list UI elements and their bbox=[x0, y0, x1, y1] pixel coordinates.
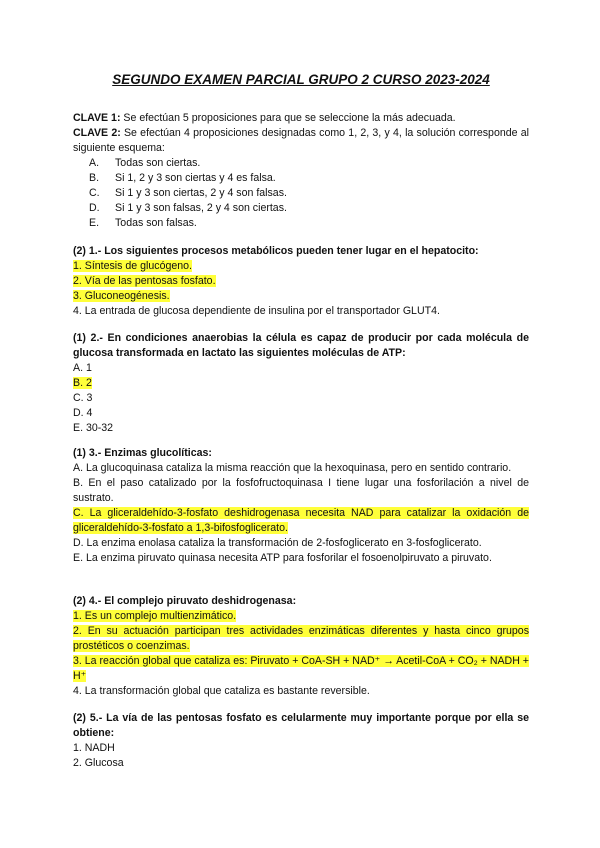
question-4-header: (2) 4.- El complejo piruvato deshidrogenasa: bbox=[73, 595, 297, 607]
question-option: E. 30-32 bbox=[73, 422, 114, 434]
clave-2 bbox=[73, 126, 529, 156]
question-option: D. La enzima enolasa cataliza la transformación de 2-fosfoglicerato en 3-fosfoglicerato. bbox=[73, 537, 482, 549]
exam-title: SEGUNDO EXAMEN PARCIAL GRUPO 2 CURSO 2023-2024 bbox=[112, 72, 490, 87]
clave-2-option: C. Si 1 y 3 son ciertas, 2 y 4 son falsas. bbox=[89, 187, 287, 199]
question-1-header: (2) 1.- Los siguientes procesos metabólicos pueden tener lugar en el hepatocito: bbox=[73, 245, 479, 257]
question-option: 1. NADH bbox=[73, 742, 115, 754]
question-option: B. 2 bbox=[73, 377, 92, 389]
clave-2-label: CLAVE 2: bbox=[73, 127, 121, 139]
clave-2-text: Se efectúan 4 proposiciones designadas como 1, 2, 3, y 4, la solución corresponde al siguiente esquema: bbox=[73, 127, 529, 154]
clave-2-option: D. Si 1 y 3 son falsas, 2 y 4 son ciertas. bbox=[89, 202, 287, 214]
question-option: A. 1 bbox=[73, 362, 92, 374]
question-2-header: (1) 2.- En condiciones anaerobias la célula es capaz de producir por cada molécula de glucosa transformada en lactato las siguientes moléculas de ATP: bbox=[73, 332, 529, 359]
clave-2-option: B. Si 1, 2 y 3 son ciertas y 4 es falsa. bbox=[89, 172, 276, 184]
clave-1-text: Se efectúan 5 proposiciones para que se seleccione la más adecuada. bbox=[120, 112, 456, 124]
question-option: E. La enzima piruvato quinasa necesita ATP para fosforilar el fosoenolpiruvato a piruvato. bbox=[73, 552, 492, 564]
question-3 bbox=[73, 446, 529, 566]
clave-1-label: CLAVE 1: bbox=[73, 112, 121, 124]
question-5 bbox=[73, 711, 529, 771]
question-option: C. 3 bbox=[73, 392, 93, 404]
clave-1 bbox=[73, 111, 529, 126]
question-5-header: (2) 5.- La vía de las pentosas fosfato es celularmente muy importante porque por ella se obtiene: bbox=[73, 712, 529, 739]
question-2 bbox=[73, 331, 529, 436]
question-option: D. 4 bbox=[73, 407, 93, 419]
question-1 bbox=[73, 244, 529, 319]
question-option: 1. Síntesis de glucógeno. bbox=[73, 260, 192, 272]
question-3-header: (1) 3.- Enzimas glucolíticas: bbox=[73, 447, 212, 459]
question-option: A. La glucoquinasa cataliza la misma reacción que la hexoquinasa, pero en sentido contrario. bbox=[73, 462, 512, 474]
clave-2-options bbox=[89, 156, 529, 231]
question-option: 2. En su actuación participan tres actividades enzimáticas diferentes y hasta cinco grupos prostéticos o coenzimas. bbox=[73, 625, 529, 652]
question-option: 4. La transformación global que cataliza es bastante reversible. bbox=[73, 685, 370, 697]
question-option: 4. La entrada de glucosa dependiente de insulina por el transportador GLUT4. bbox=[73, 305, 440, 317]
question-option: 3. Gluconeogénesis. bbox=[73, 290, 170, 302]
question-option: 1. Es un complejo multienzimático. bbox=[73, 610, 237, 622]
question-option: 2. Vía de las pentosas fosfato. bbox=[73, 275, 216, 287]
question-option: B. En el paso catalizado por la fosfofructoquinasa I tiene lugar una fosforilación a nivel de sustrato. bbox=[73, 477, 529, 504]
question-4 bbox=[73, 594, 529, 699]
clave-2-option: E. Todas son falsas. bbox=[89, 217, 197, 229]
question-option: 2. Glucosa bbox=[73, 757, 124, 769]
clave-2-option: A. Todas son ciertas. bbox=[89, 157, 201, 169]
question-option: 3. La reacción global que cataliza es: Piruvato + CoA-SH + NAD⁺ → Acetil-CoA + CO₂ + NADH + H⁺ bbox=[73, 655, 529, 682]
question-option: C. La gliceraldehído-3-fosfato deshidrogenasa necesita NAD para catalizar la oxidación de gliceraldehído-3-fosfato a 1,3-bifosfoglicerato. bbox=[73, 507, 529, 534]
